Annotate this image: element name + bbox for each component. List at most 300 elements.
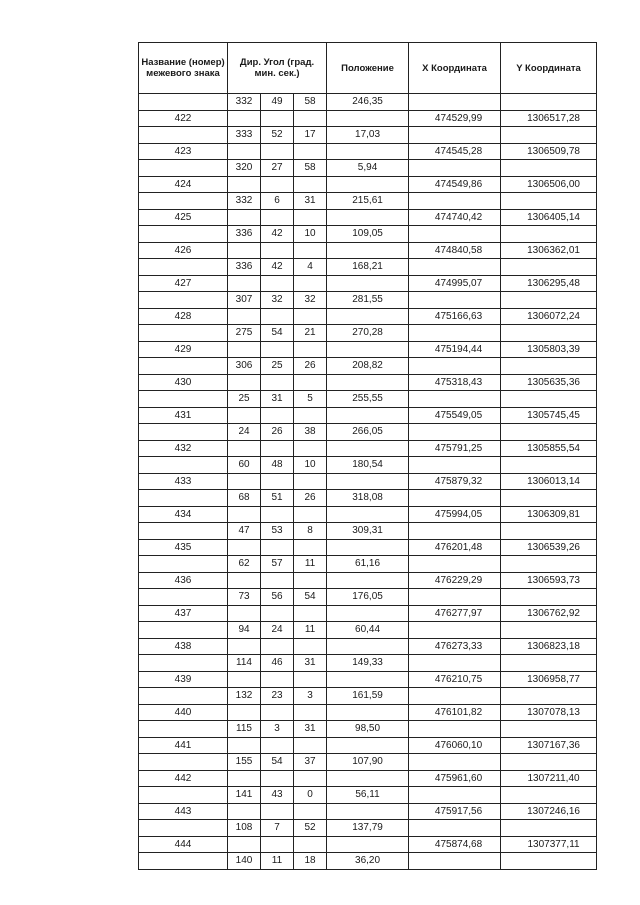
- point-name: 437: [139, 605, 228, 622]
- empty-cell: [409, 325, 501, 342]
- segment-distance: 109,05: [327, 226, 409, 243]
- x-coordinate: 476277,97: [409, 605, 501, 622]
- angle-seconds: 54: [294, 589, 327, 606]
- segment-distance: 137,79: [327, 820, 409, 837]
- y-coordinate: 1306295,48: [501, 275, 597, 292]
- segment-row: [139, 226, 597, 243]
- empty-cell: [261, 803, 294, 820]
- point-row: [139, 638, 597, 655]
- empty-cell: [139, 754, 228, 771]
- angle-seconds: 10: [294, 457, 327, 474]
- y-coordinate: 1306362,01: [501, 242, 597, 259]
- empty-cell: [327, 440, 409, 457]
- empty-cell: [228, 506, 261, 523]
- y-coordinate: 1305803,39: [501, 341, 597, 358]
- empty-cell: [261, 143, 294, 160]
- angle-degrees: 68: [228, 490, 261, 507]
- empty-cell: [501, 391, 597, 408]
- empty-cell: [294, 638, 327, 655]
- segment-distance: 176,05: [327, 589, 409, 606]
- empty-cell: [327, 143, 409, 160]
- empty-cell: [261, 176, 294, 193]
- angle-degrees: 307: [228, 292, 261, 309]
- angle-degrees: 62: [228, 556, 261, 573]
- y-coordinate: 1305855,54: [501, 440, 597, 457]
- angle-minutes: 54: [261, 325, 294, 342]
- y-coordinate: 1306013,14: [501, 473, 597, 490]
- point-row: [139, 770, 597, 787]
- empty-cell: [139, 259, 228, 276]
- empty-cell: [294, 572, 327, 589]
- x-coordinate: 475879,32: [409, 473, 501, 490]
- empty-cell: [139, 424, 228, 441]
- empty-cell: [327, 407, 409, 424]
- segment-distance: 61,16: [327, 556, 409, 573]
- segment-row: [139, 292, 597, 309]
- y-coordinate: 1306762,92: [501, 605, 597, 622]
- empty-cell: [501, 721, 597, 738]
- empty-cell: [409, 160, 501, 177]
- empty-cell: [327, 341, 409, 358]
- angle-seconds: 52: [294, 820, 327, 837]
- segment-row: [139, 160, 597, 177]
- y-coordinate: 1306506,00: [501, 176, 597, 193]
- empty-cell: [261, 275, 294, 292]
- empty-cell: [139, 589, 228, 606]
- segment-row: [139, 358, 597, 375]
- empty-cell: [409, 424, 501, 441]
- y-coordinate: 1306509,78: [501, 143, 597, 160]
- segment-distance: 107,90: [327, 754, 409, 771]
- empty-cell: [501, 820, 597, 837]
- empty-cell: [294, 836, 327, 853]
- empty-cell: [409, 94, 501, 111]
- empty-cell: [228, 704, 261, 721]
- angle-degrees: 115: [228, 721, 261, 738]
- empty-cell: [261, 209, 294, 226]
- empty-cell: [261, 770, 294, 787]
- segment-row: [139, 424, 597, 441]
- segment-distance: 56,11: [327, 787, 409, 804]
- point-name: 431: [139, 407, 228, 424]
- empty-cell: [261, 473, 294, 490]
- empty-cell: [409, 127, 501, 144]
- x-coordinate: 475917,56: [409, 803, 501, 820]
- empty-cell: [139, 523, 228, 540]
- angle-minutes: 51: [261, 490, 294, 507]
- empty-cell: [261, 440, 294, 457]
- point-name: 438: [139, 638, 228, 655]
- x-coordinate: 475874,68: [409, 836, 501, 853]
- x-coordinate: 475318,43: [409, 374, 501, 391]
- angle-minutes: 57: [261, 556, 294, 573]
- empty-cell: [294, 110, 327, 127]
- empty-cell: [294, 605, 327, 622]
- empty-cell: [139, 193, 228, 210]
- empty-cell: [294, 506, 327, 523]
- segment-distance: 208,82: [327, 358, 409, 375]
- segment-row: [139, 325, 597, 342]
- empty-cell: [261, 605, 294, 622]
- empty-cell: [139, 127, 228, 144]
- empty-cell: [228, 836, 261, 853]
- empty-cell: [327, 374, 409, 391]
- segment-distance: 180,54: [327, 457, 409, 474]
- header-y-coordinate: Y Координата: [501, 43, 597, 94]
- empty-cell: [294, 737, 327, 754]
- empty-cell: [228, 440, 261, 457]
- segment-row: [139, 259, 597, 276]
- empty-cell: [409, 457, 501, 474]
- segment-distance: 281,55: [327, 292, 409, 309]
- point-row: [139, 242, 597, 259]
- y-coordinate: 1305745,45: [501, 407, 597, 424]
- x-coordinate: 474545,28: [409, 143, 501, 160]
- point-name: 436: [139, 572, 228, 589]
- angle-minutes: 32: [261, 292, 294, 309]
- angle-minutes: 53: [261, 523, 294, 540]
- empty-cell: [501, 523, 597, 540]
- segment-row: [139, 127, 597, 144]
- x-coordinate: 474740,42: [409, 209, 501, 226]
- empty-cell: [228, 638, 261, 655]
- empty-cell: [261, 374, 294, 391]
- empty-cell: [261, 638, 294, 655]
- point-row: [139, 836, 597, 853]
- empty-cell: [501, 655, 597, 672]
- angle-degrees: 114: [228, 655, 261, 672]
- empty-cell: [409, 820, 501, 837]
- y-coordinate: 1306405,14: [501, 209, 597, 226]
- empty-cell: [261, 836, 294, 853]
- angle-seconds: 0: [294, 787, 327, 804]
- y-coordinate: 1305635,36: [501, 374, 597, 391]
- angle-minutes: 49: [261, 94, 294, 111]
- angle-seconds: 11: [294, 556, 327, 573]
- y-coordinate: 1306823,18: [501, 638, 597, 655]
- segment-distance: 149,33: [327, 655, 409, 672]
- empty-cell: [501, 853, 597, 870]
- empty-cell: [409, 490, 501, 507]
- empty-cell: [139, 820, 228, 837]
- empty-cell: [409, 721, 501, 738]
- empty-cell: [409, 853, 501, 870]
- x-coordinate: 476210,75: [409, 671, 501, 688]
- angle-seconds: 58: [294, 94, 327, 111]
- empty-cell: [139, 457, 228, 474]
- empty-cell: [327, 275, 409, 292]
- angle-seconds: 3: [294, 688, 327, 705]
- empty-cell: [327, 638, 409, 655]
- empty-cell: [294, 374, 327, 391]
- empty-cell: [409, 226, 501, 243]
- segment-row: [139, 688, 597, 705]
- angle-degrees: 336: [228, 259, 261, 276]
- empty-cell: [327, 704, 409, 721]
- segment-row: [139, 457, 597, 474]
- segment-row: [139, 622, 597, 639]
- empty-cell: [501, 358, 597, 375]
- empty-cell: [261, 737, 294, 754]
- empty-cell: [228, 209, 261, 226]
- empty-cell: [327, 176, 409, 193]
- x-coordinate: 476229,29: [409, 572, 501, 589]
- point-name: 429: [139, 341, 228, 358]
- segment-distance: 246,35: [327, 94, 409, 111]
- x-coordinate: 475166,63: [409, 308, 501, 325]
- empty-cell: [501, 556, 597, 573]
- angle-minutes: 42: [261, 259, 294, 276]
- angle-degrees: 132: [228, 688, 261, 705]
- angle-minutes: 11: [261, 853, 294, 870]
- empty-cell: [228, 143, 261, 160]
- segment-distance: 161,59: [327, 688, 409, 705]
- empty-cell: [294, 242, 327, 259]
- empty-cell: [294, 539, 327, 556]
- point-name: 432: [139, 440, 228, 457]
- angle-degrees: 333: [228, 127, 261, 144]
- empty-cell: [501, 490, 597, 507]
- empty-cell: [228, 803, 261, 820]
- point-row: [139, 605, 597, 622]
- angle-seconds: 17: [294, 127, 327, 144]
- angle-minutes: 48: [261, 457, 294, 474]
- table-header-row: [139, 43, 597, 94]
- empty-cell: [228, 671, 261, 688]
- x-coordinate: 476273,33: [409, 638, 501, 655]
- angle-seconds: 32: [294, 292, 327, 309]
- empty-cell: [501, 259, 597, 276]
- coordinates-sheet: [138, 42, 596, 870]
- segment-row: [139, 589, 597, 606]
- point-row: [139, 440, 597, 457]
- y-coordinate: 1306593,73: [501, 572, 597, 589]
- angle-degrees: 336: [228, 226, 261, 243]
- empty-cell: [409, 688, 501, 705]
- empty-cell: [327, 737, 409, 754]
- angle-degrees: 332: [228, 193, 261, 210]
- empty-cell: [228, 473, 261, 490]
- empty-cell: [228, 737, 261, 754]
- empty-cell: [501, 226, 597, 243]
- segment-distance: 17,03: [327, 127, 409, 144]
- angle-minutes: 3: [261, 721, 294, 738]
- point-row: [139, 407, 597, 424]
- point-name: 428: [139, 308, 228, 325]
- empty-cell: [327, 506, 409, 523]
- angle-degrees: 24: [228, 424, 261, 441]
- angle-minutes: 42: [261, 226, 294, 243]
- empty-cell: [139, 490, 228, 507]
- point-row: [139, 341, 597, 358]
- header-distance: Положение: [327, 43, 409, 94]
- point-name: 439: [139, 671, 228, 688]
- empty-cell: [327, 539, 409, 556]
- empty-cell: [261, 110, 294, 127]
- empty-cell: [294, 143, 327, 160]
- segment-distance: 215,61: [327, 193, 409, 210]
- empty-cell: [139, 226, 228, 243]
- segment-row: [139, 820, 597, 837]
- y-coordinate: 1307167,36: [501, 737, 597, 754]
- empty-cell: [228, 110, 261, 127]
- x-coordinate: 475791,25: [409, 440, 501, 457]
- empty-cell: [327, 605, 409, 622]
- point-row: [139, 143, 597, 160]
- segment-row: [139, 787, 597, 804]
- segment-distance: 5,94: [327, 160, 409, 177]
- x-coordinate: 474529,99: [409, 110, 501, 127]
- angle-seconds: 21: [294, 325, 327, 342]
- empty-cell: [327, 671, 409, 688]
- empty-cell: [261, 308, 294, 325]
- empty-cell: [501, 589, 597, 606]
- point-row: [139, 176, 597, 193]
- empty-cell: [327, 473, 409, 490]
- empty-cell: [261, 671, 294, 688]
- empty-cell: [501, 424, 597, 441]
- angle-minutes: 26: [261, 424, 294, 441]
- point-name: 442: [139, 770, 228, 787]
- point-name: 440: [139, 704, 228, 721]
- angle-minutes: 24: [261, 622, 294, 639]
- empty-cell: [327, 803, 409, 820]
- x-coordinate: 475194,44: [409, 341, 501, 358]
- empty-cell: [139, 325, 228, 342]
- angle-seconds: 4: [294, 259, 327, 276]
- angle-minutes: 52: [261, 127, 294, 144]
- y-coordinate: 1306309,81: [501, 506, 597, 523]
- segment-row: [139, 391, 597, 408]
- angle-degrees: 140: [228, 853, 261, 870]
- empty-cell: [261, 704, 294, 721]
- angle-minutes: 31: [261, 391, 294, 408]
- point-row: [139, 209, 597, 226]
- angle-seconds: 11: [294, 622, 327, 639]
- empty-cell: [139, 292, 228, 309]
- empty-cell: [228, 275, 261, 292]
- empty-cell: [228, 308, 261, 325]
- table-body: [139, 94, 597, 870]
- header-x-coordinate: X Координата: [409, 43, 501, 94]
- segment-row: [139, 754, 597, 771]
- angle-minutes: 43: [261, 787, 294, 804]
- angle-degrees: 155: [228, 754, 261, 771]
- x-coordinate: 475994,05: [409, 506, 501, 523]
- point-name: 424: [139, 176, 228, 193]
- point-row: [139, 506, 597, 523]
- segment-row: [139, 655, 597, 672]
- empty-cell: [327, 110, 409, 127]
- empty-cell: [409, 292, 501, 309]
- point-name: 427: [139, 275, 228, 292]
- y-coordinate: 1306072,24: [501, 308, 597, 325]
- empty-cell: [501, 457, 597, 474]
- angle-minutes: 25: [261, 358, 294, 375]
- y-coordinate: 1307377,11: [501, 836, 597, 853]
- empty-cell: [501, 94, 597, 111]
- empty-cell: [409, 193, 501, 210]
- segment-row: [139, 721, 597, 738]
- x-coordinate: 475961,60: [409, 770, 501, 787]
- empty-cell: [327, 242, 409, 259]
- empty-cell: [409, 358, 501, 375]
- empty-cell: [409, 259, 501, 276]
- empty-cell: [501, 127, 597, 144]
- empty-cell: [501, 325, 597, 342]
- x-coordinate: 476101,82: [409, 704, 501, 721]
- empty-cell: [327, 836, 409, 853]
- x-coordinate: 476201,48: [409, 539, 501, 556]
- empty-cell: [294, 308, 327, 325]
- angle-degrees: 332: [228, 94, 261, 111]
- point-name: 433: [139, 473, 228, 490]
- segment-distance: 255,55: [327, 391, 409, 408]
- point-row: [139, 737, 597, 754]
- x-coordinate: 476060,10: [409, 737, 501, 754]
- empty-cell: [327, 209, 409, 226]
- empty-cell: [294, 704, 327, 721]
- segment-row: [139, 523, 597, 540]
- empty-cell: [409, 391, 501, 408]
- angle-seconds: 31: [294, 193, 327, 210]
- angle-minutes: 7: [261, 820, 294, 837]
- empty-cell: [261, 539, 294, 556]
- empty-cell: [294, 473, 327, 490]
- empty-cell: [409, 754, 501, 771]
- boundary-coordinates-table: [138, 42, 597, 870]
- angle-seconds: 8: [294, 523, 327, 540]
- angle-seconds: 58: [294, 160, 327, 177]
- point-name: 422: [139, 110, 228, 127]
- segment-distance: 270,28: [327, 325, 409, 342]
- header-point-name: Название (номер) межевого знака: [139, 43, 228, 94]
- angle-degrees: 141: [228, 787, 261, 804]
- angle-degrees: 25: [228, 391, 261, 408]
- point-row: [139, 704, 597, 721]
- header-direction-angle: Дир. Угол (град. мин. сек.): [228, 43, 327, 94]
- empty-cell: [327, 308, 409, 325]
- segment-distance: 168,21: [327, 259, 409, 276]
- point-name: 441: [139, 737, 228, 754]
- empty-cell: [228, 242, 261, 259]
- y-coordinate: 1306517,28: [501, 110, 597, 127]
- empty-cell: [501, 160, 597, 177]
- point-name: 443: [139, 803, 228, 820]
- angle-degrees: 47: [228, 523, 261, 540]
- empty-cell: [228, 572, 261, 589]
- empty-cell: [409, 622, 501, 639]
- empty-cell: [139, 556, 228, 573]
- angle-minutes: 27: [261, 160, 294, 177]
- empty-cell: [501, 754, 597, 771]
- segment-row: [139, 193, 597, 210]
- empty-cell: [409, 655, 501, 672]
- angle-seconds: 18: [294, 853, 327, 870]
- y-coordinate: 1306958,77: [501, 671, 597, 688]
- empty-cell: [261, 407, 294, 424]
- x-coordinate: 474995,07: [409, 275, 501, 292]
- segment-row: [139, 94, 597, 111]
- segment-row: [139, 853, 597, 870]
- point-row: [139, 374, 597, 391]
- empty-cell: [139, 688, 228, 705]
- empty-cell: [294, 770, 327, 787]
- empty-cell: [294, 407, 327, 424]
- segment-distance: 266,05: [327, 424, 409, 441]
- x-coordinate: 474549,86: [409, 176, 501, 193]
- empty-cell: [409, 589, 501, 606]
